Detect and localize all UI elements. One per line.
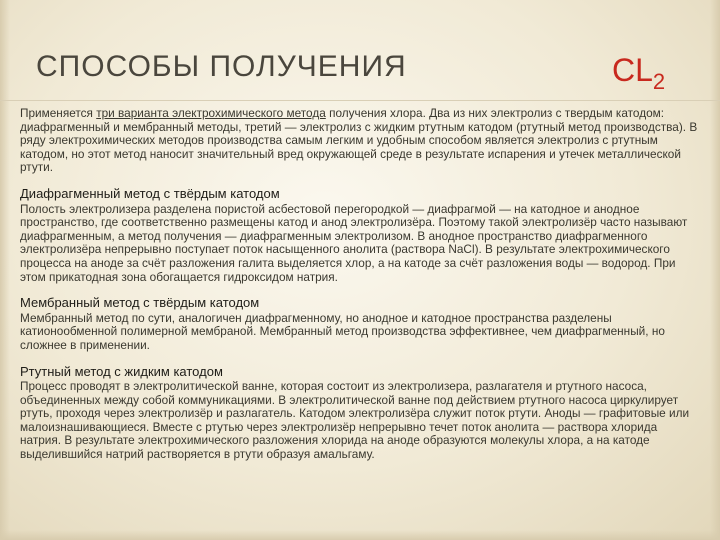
section-text: Мембранный метод по сути, аналогичен диафрагменному, но анодное и катодное пространства разделены катионообменной полимерной мембраной. Мембранный метод производства эффективнее, чем диафрагменный, но сложнее в применении. xyxy=(20,310,665,352)
section-text: Процесс проводят в электролитической ванне, которая состоит из электролизера, разлагателя и ртутного насоса, объединенных между собой коммуникациями. В электролитической ванне под действием ртутного насоса циркулирует ртуть, проходя через электролизёр и разлагатель. Катодом электролизёра служит поток ртути. Аноды — графитовые или малоизнашивающиеся. Вместе с ртутью через электролизёр непрерывно течет поток анолита — раствора хлорида натрия. В результате электрохимического разложения хлорида на аноде образуются молекулы хлора, а на катоде выделившийся натрий растворяется в ртути образуя амальгаму. xyxy=(20,379,690,462)
left-border-decoration xyxy=(0,0,10,540)
formula-subscript: 2 xyxy=(652,69,666,94)
bottom-border-decoration xyxy=(0,530,720,540)
chemical-formula xyxy=(612,52,665,95)
formula-main: CL xyxy=(612,52,653,88)
title-divider xyxy=(0,100,720,101)
intro-paragraph xyxy=(20,107,700,175)
section-heading: Диафрагменный метод с твёрдым катодом xyxy=(20,185,280,201)
section-diaphragm xyxy=(20,187,700,284)
section-heading: Ртутный метод с жидким катодом xyxy=(20,363,223,379)
intro-underlined-phrase: три варианта электрохимического метода xyxy=(96,106,326,120)
section-mercury xyxy=(20,365,700,462)
slide-title: СПОСОБЫ ПОЛУЧЕНИЯ xyxy=(36,50,407,83)
intro-text-end: получения хлора. Два из них электролиз с твердым катодом: диафрагменный и мембранный методы, третий — электролиз с жидким ртутным катодом (ртутный метод производства). В ряду электрохимических методов производства самым легким и удобным способом является электролиз с ртутным катодом, но этот метод наносит значительный вред окружающей среде в результате испарения и утечек металлической ртути. xyxy=(20,106,698,175)
slide-body xyxy=(20,107,700,474)
section-text: Полость электролизера разделена пористой асбестовой перегородкой — диафрагмой — на катодное и анодное пространство, где соответственно размещены катод и анод электролизёра. Поэтому такой электролизёр часто называют диафрагменным, а метод получения — диафрагменным электролизом. В анодное пространство диафрагменного электролизёра непрерывно поступает поток насыщенного анолита (раствора NaCl). В результате электрохимического процесса на аноде за счёт разложения галита выделяется хлор, а на катоде за счёт разложения воды — водород. При этом прикатодная зона обогащается гидроксидом натрия. xyxy=(20,201,688,284)
right-border-decoration xyxy=(710,0,720,540)
section-membrane xyxy=(20,296,700,352)
section-heading: Мембранный метод с твёрдым катодом xyxy=(20,295,260,311)
intro-text-start: Применяется xyxy=(20,106,97,120)
